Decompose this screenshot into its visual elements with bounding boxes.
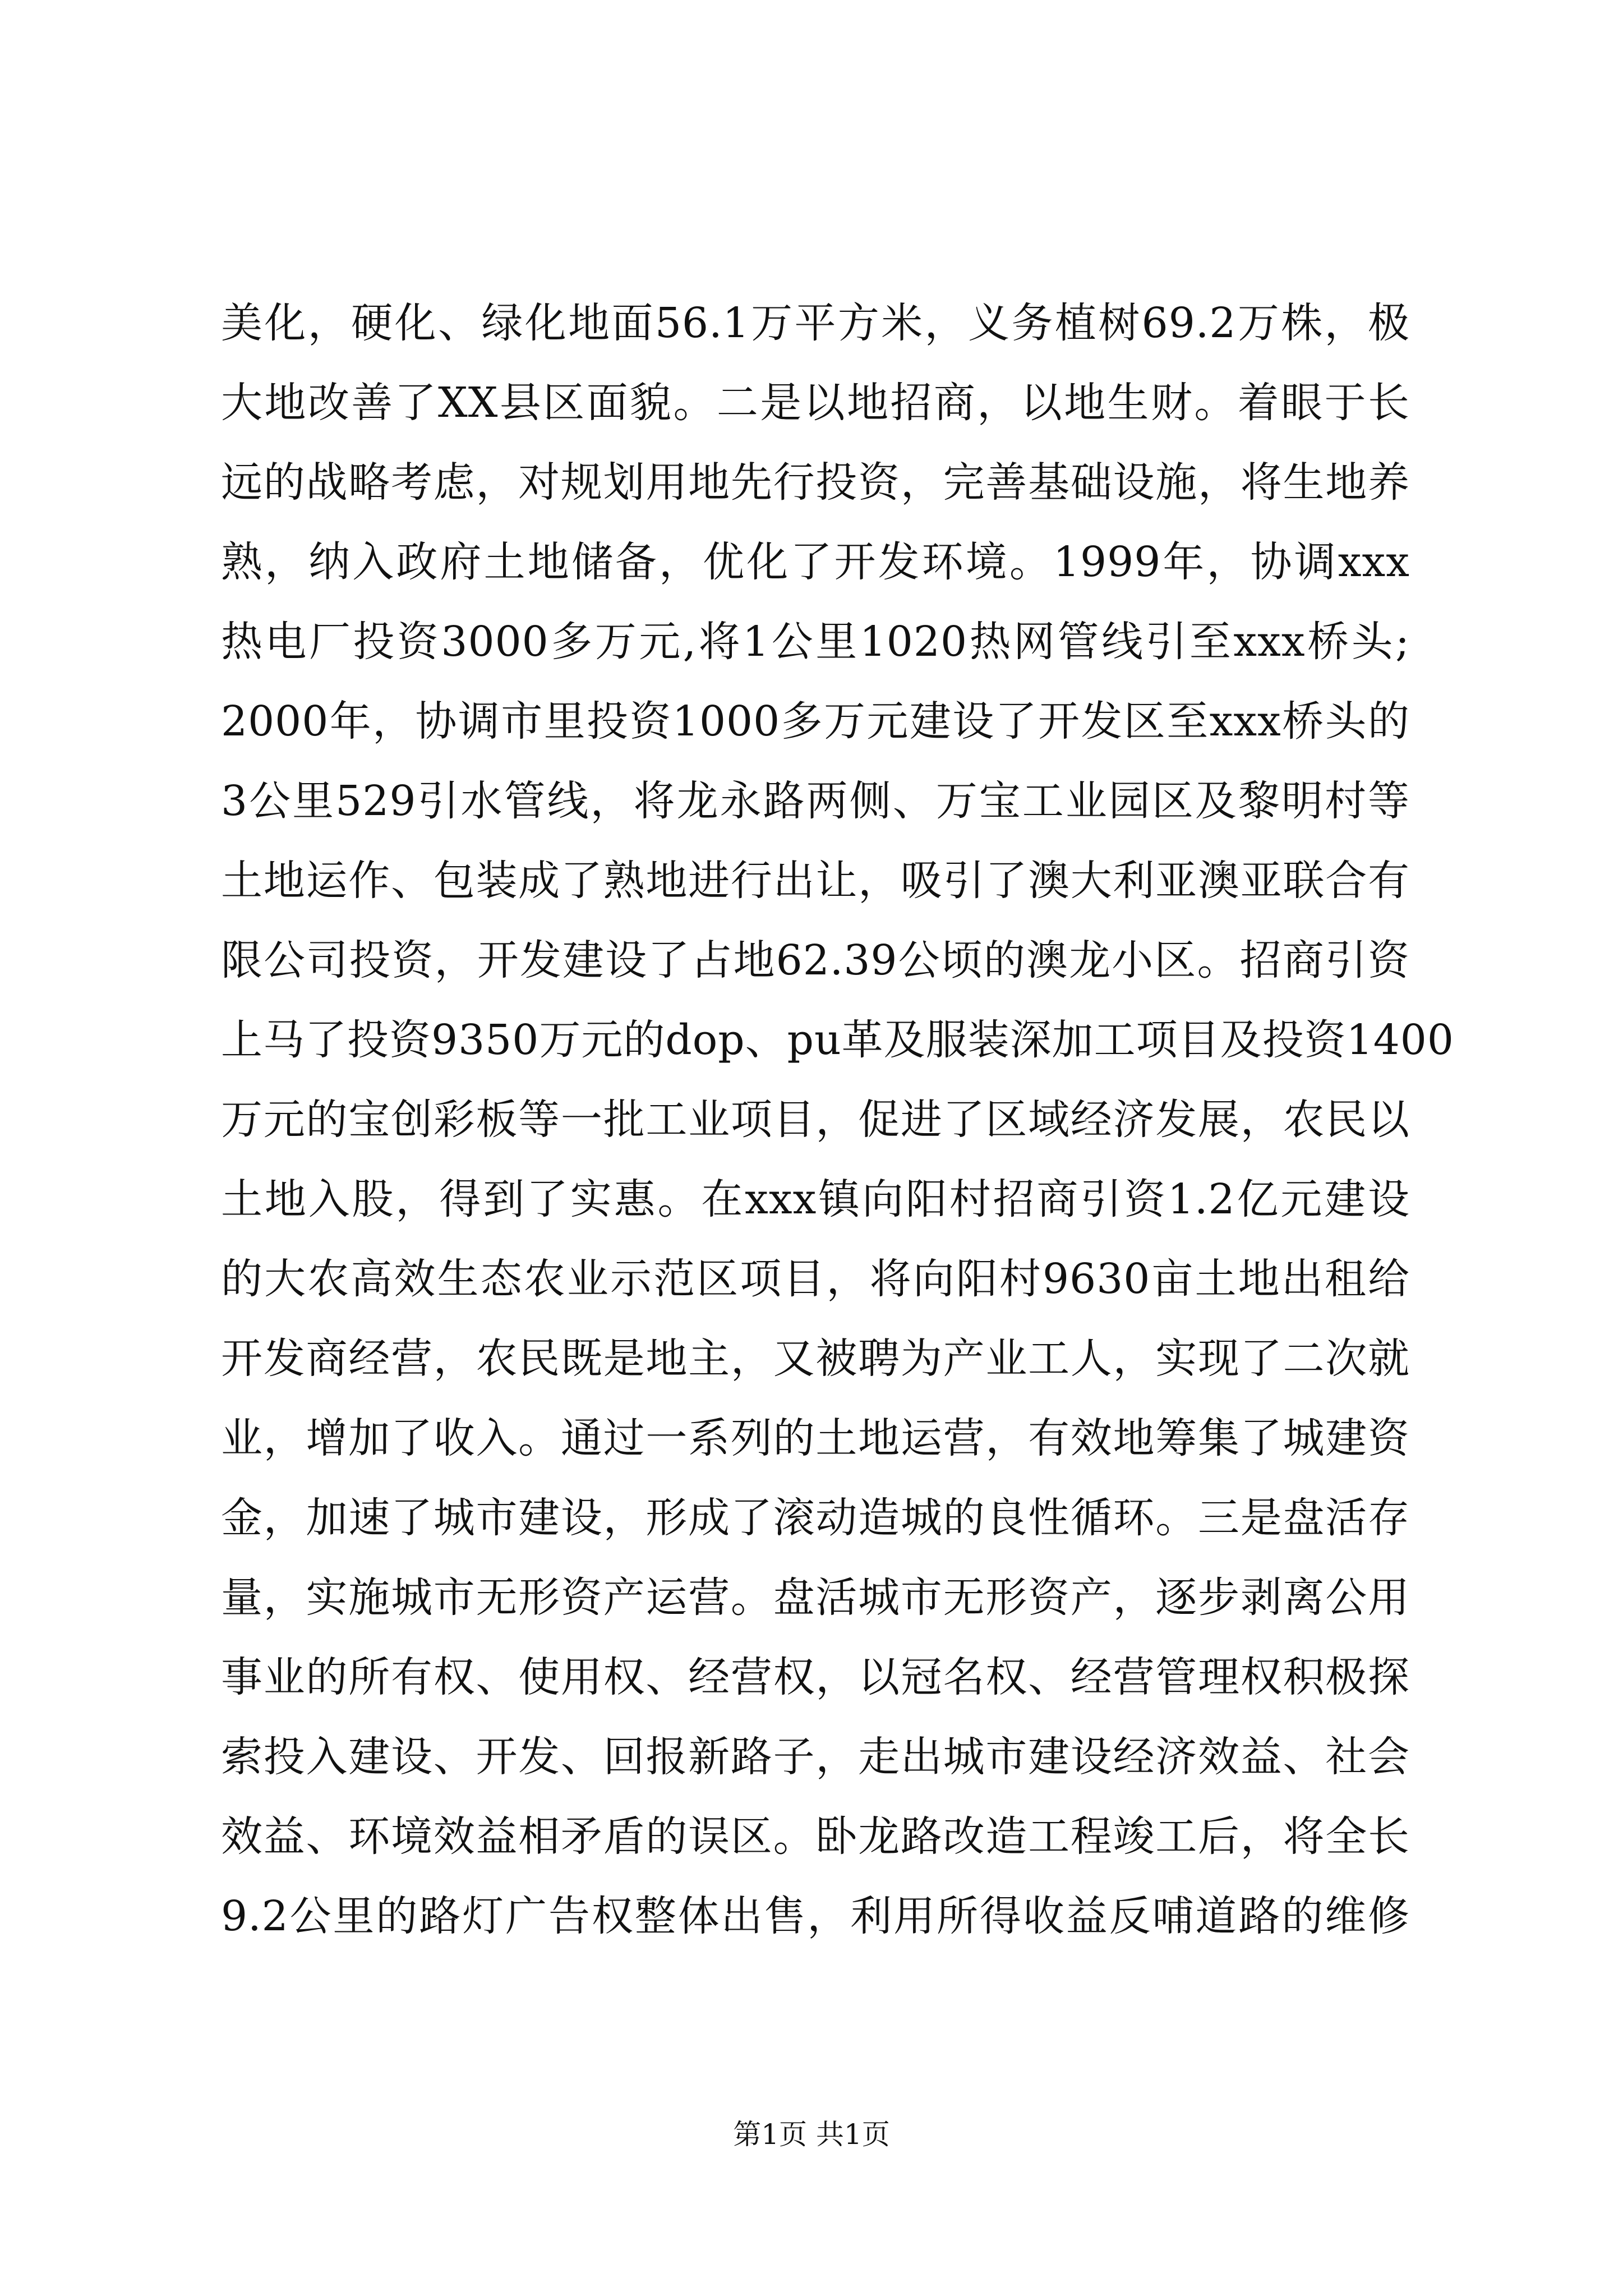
text-line: 万元的宝创彩板等一批工业项目，促进了区域经济发展，农民以	[221, 1096, 1410, 1144]
page-number: 第1页 共1页	[733, 2118, 890, 2151]
body-text	[221, 283, 1454, 1956]
page-footer	[0, 2118, 1623, 2151]
text-line: 土地入股，得到了实惠。在xxx镇向阳村招商引资1.2亿元建设	[221, 1175, 1410, 1223]
text-line: 远的战略考虑，对规划用地先行投资，完善基础设施，将生地养	[221, 458, 1410, 507]
text-line: 热电厂投资3000多万元,将1公里1020热网管线引至xxx桥头;	[221, 618, 1410, 666]
text-line: 2000年，协调市里投资1000多万元建设了开发区至xxx桥头的	[221, 697, 1410, 746]
text-line: 金，加速了城市建设，形成了滚动造城的良性循环。三是盘活存	[221, 1494, 1410, 1542]
text-line: 量，实施城市无形资产运营。盘活城市无形资产，逐步剥离公用	[221, 1573, 1410, 1622]
text-line: 美化，硬化、绿化地面56.1万平方米，义务植树69.2万株，极	[221, 299, 1410, 347]
text-line: 效益、环境效益相矛盾的误区。卧龙路改造工程竣工后，将全长	[221, 1812, 1410, 1861]
text-line: 索投入建设、开发、回报新路子，走出城市建设经济效益、社会	[221, 1733, 1410, 1781]
text-line: 开发商经营，农民既是地主，又被聘为产业工人，实现了二次就	[221, 1335, 1410, 1383]
text-line: 熟，纳入政府土地储备，优化了开发环境。1999年，协调xxx	[221, 538, 1410, 586]
text-line: 9.2公里的路灯广告权整体出售，利用所得收益反哺道路的维修	[221, 1892, 1410, 1940]
text-line: 事业的所有权、使用权、经营权，以冠名权、经营管理权积极探	[221, 1653, 1410, 1701]
text-line: 上马了投资9350万元的dop、pu革及服装深加工项目及投资1400	[221, 1016, 1454, 1064]
text-line: 3公里529引水管线，将龙永路两侧、万宝工业园区及黎明村等	[221, 777, 1410, 825]
text-line: 大地改善了XX县区面貌。二是以地招商，以地生财。着眼于长	[221, 379, 1410, 427]
text-line: 业，增加了收入。通过一系列的土地运营，有效地筹集了城建资	[221, 1414, 1410, 1462]
text-line: 土地运作、包装成了熟地进行出让，吸引了澳大利亚澳亚联合有	[221, 857, 1410, 905]
text-line: 的大农高效生态农业示范区项目，将向阳村9630亩土地出租给	[221, 1255, 1410, 1303]
text-line: 限公司投资，开发建设了占地62.39公顷的澳龙小区。招商引资	[221, 936, 1410, 984]
